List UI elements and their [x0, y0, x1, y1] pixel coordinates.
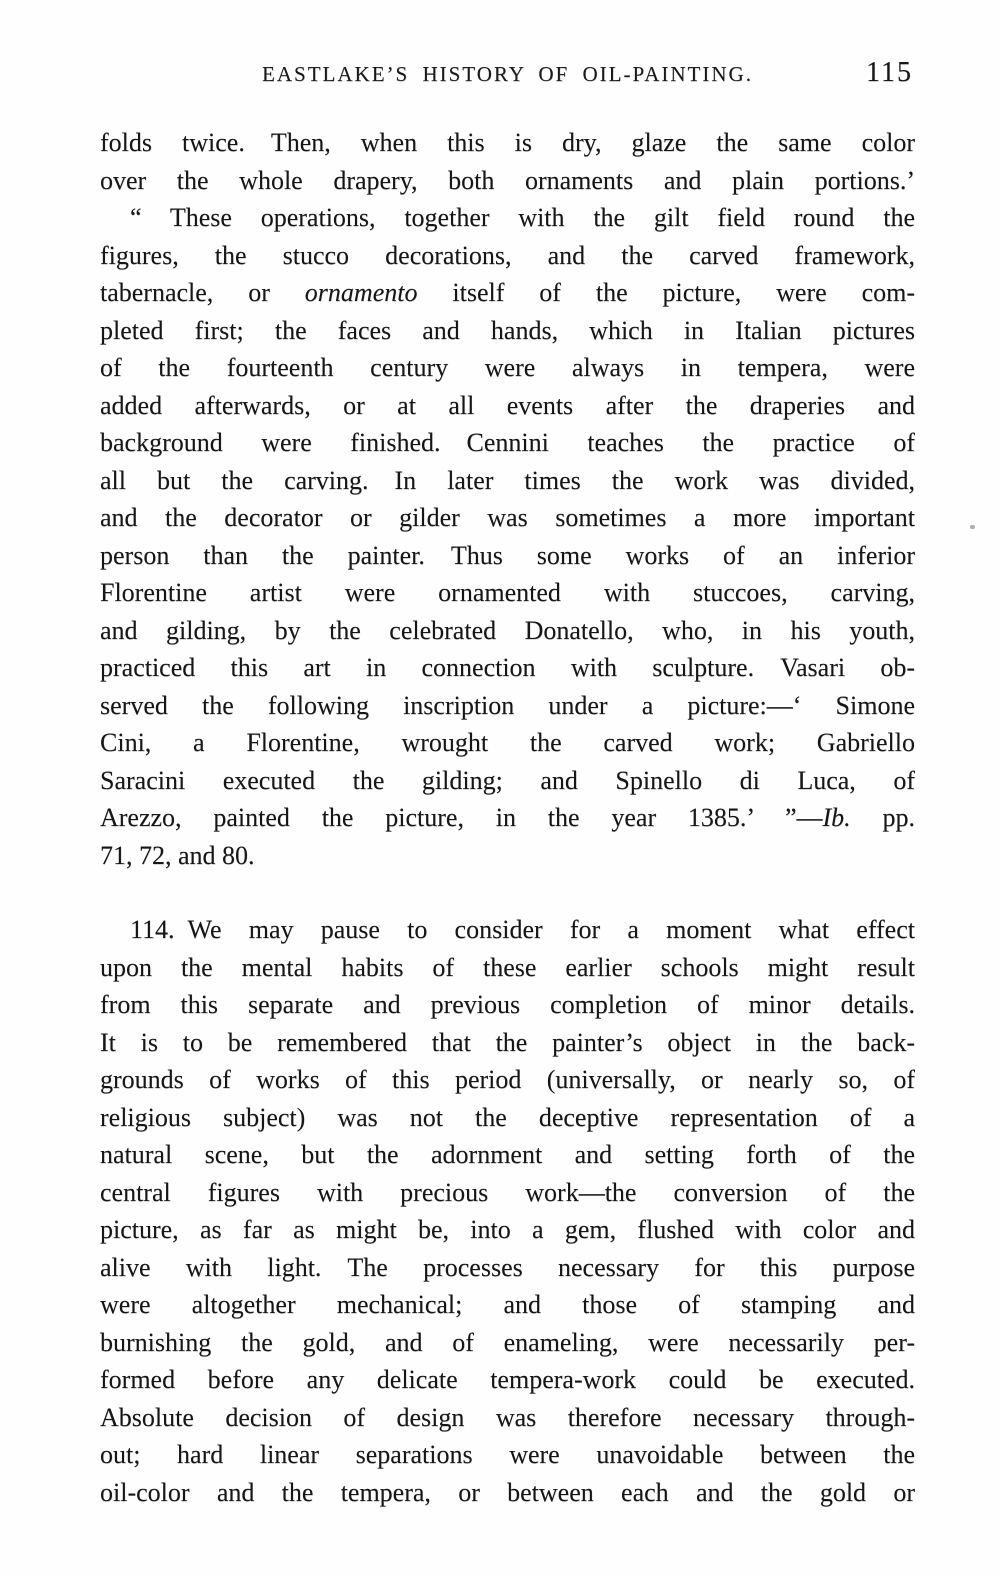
text-segment: pp. — [850, 803, 915, 832]
text-line — [100, 649, 915, 687]
text-segment: and gilding, by the celebrated Donatello, who, in his youth, — [100, 615, 915, 645]
text-line — [100, 1399, 915, 1437]
text-line — [100, 1136, 915, 1174]
text-segment: oil-color and the tempera, or between each and the gold or — [100, 1477, 915, 1507]
text-segment: folds twice. Then, when this is dry, glaze the same color — [100, 128, 915, 157]
text-line — [100, 1024, 915, 1062]
text-line — [100, 424, 915, 462]
text-segment: 114. We may pause to consider for a moment what effect — [130, 915, 915, 944]
text-line — [100, 1361, 915, 1399]
text-segment: person than the painter. Thus some works of an inferior — [100, 540, 915, 570]
text-line — [100, 462, 915, 500]
text-line — [100, 949, 915, 987]
text-line — [100, 537, 915, 575]
page-text — [100, 124, 915, 1511]
text-segment: Cini, a Florentine, wrought the carved work; Gabriello — [100, 728, 915, 757]
text-segment: Absolute decision of design was therefore necessary through- — [100, 1402, 915, 1432]
paragraph — [100, 911, 915, 1511]
text-line — [100, 349, 915, 387]
text-segment: religious subject) was not the deceptive representation of a — [100, 1102, 915, 1132]
page-number: 115 — [866, 57, 913, 88]
text-segment: It is to be remembered that the painter’s object in the back- — [100, 1027, 915, 1057]
text-line — [100, 612, 915, 650]
running-title: EASTLAKE’S HISTORY OF OIL-PAINTING. — [262, 62, 753, 86]
text-segment: over the whole drapery, both ornaments and plain portions.’ — [100, 165, 915, 195]
text-segment: practiced this art in connection with sculpture. Vasari ob- — [100, 653, 915, 682]
text-line — [100, 1099, 915, 1137]
text-segment: background were finished. Cennini teaches the practice of — [100, 428, 915, 457]
text-line — [100, 1436, 915, 1474]
text-segment: “ These operations, together with the gilt field round the — [130, 203, 915, 232]
text-segment: alive with light. The processes necessary for this purpose — [100, 1252, 915, 1282]
text-segment: all but the carving. In later times the work was divided, — [100, 465, 915, 495]
text-segment: Arezzo, painted the picture, in the year 1385.’ ”— — [100, 803, 823, 832]
text-segment: out; hard linear separations were unavoidable between the — [100, 1440, 915, 1469]
text-segment: grounds of works of this period (universally, or nearly so, of — [100, 1065, 915, 1094]
text-segment: were altogether mechanical; and those of stamping and — [100, 1290, 915, 1319]
text-segment: figures, the stucco decorations, and the carved framework, — [100, 240, 915, 270]
text-segment: formed before any delicate tempera-work could be executed. — [100, 1365, 915, 1394]
text-segment: central figures with precious work—the conversion of the — [100, 1177, 915, 1207]
text-line — [100, 387, 915, 425]
text-segment: burnishing the gold, and of enameling, were necessarily per- — [100, 1327, 915, 1357]
text-line — [100, 1211, 915, 1249]
text-line — [100, 499, 915, 537]
text-line — [100, 1474, 915, 1512]
text-line — [100, 124, 915, 162]
text-line — [100, 762, 915, 800]
text-segment: from this separate and previous completion of minor details. — [100, 990, 915, 1019]
text-line — [100, 1286, 915, 1324]
text-line — [100, 312, 915, 350]
page-header — [100, 57, 915, 92]
text-segment: picture, as far as might be, into a gem, flushed with color and — [100, 1215, 915, 1244]
text-segment: 71, 72, and 80. — [100, 840, 255, 870]
text-segment: and the decorator or gilder was sometimes a more important — [100, 503, 915, 532]
text-line — [100, 986, 915, 1024]
italic-text: Ib. — [822, 803, 851, 832]
scan-speck-icon — [970, 525, 975, 529]
text-line — [100, 574, 915, 612]
text-segment: served the following inscription under a picture:—‘ Simone — [100, 690, 915, 720]
text-line — [100, 911, 915, 949]
text-segment: natural scene, but the adornment and setting forth of the — [100, 1140, 915, 1169]
text-line — [100, 837, 915, 875]
text-segment: of the fourteenth century were always in tempera, were — [100, 353, 915, 382]
text-line — [100, 799, 915, 837]
text-line — [100, 237, 915, 275]
text-line — [100, 1061, 915, 1099]
text-segment: Saracini executed the gilding; and Spinello di Luca, of — [100, 765, 915, 795]
text-line — [100, 1249, 915, 1287]
text-line — [100, 687, 915, 725]
text-segment: upon the mental habits of these earlier schools might result — [100, 952, 915, 982]
text-line — [100, 1174, 915, 1212]
text-line — [100, 162, 915, 200]
paragraph — [100, 199, 915, 874]
italic-text: ornamento — [304, 278, 418, 307]
text-line — [100, 1324, 915, 1362]
text-segment: added afterwards, or at all events after the draperies and — [100, 390, 915, 420]
text-segment: Florentine artist were ornamented with stuccoes, carving, — [100, 578, 915, 607]
paragraph — [100, 124, 915, 199]
text-segment: tabernacle, or — [100, 278, 305, 307]
text-line — [100, 724, 915, 762]
text-line — [100, 274, 915, 312]
text-segment: pleted first; the faces and hands, which in Italian pictures — [100, 315, 915, 345]
text-line — [100, 199, 915, 237]
text-segment: itself of the picture, were com- — [417, 278, 915, 307]
